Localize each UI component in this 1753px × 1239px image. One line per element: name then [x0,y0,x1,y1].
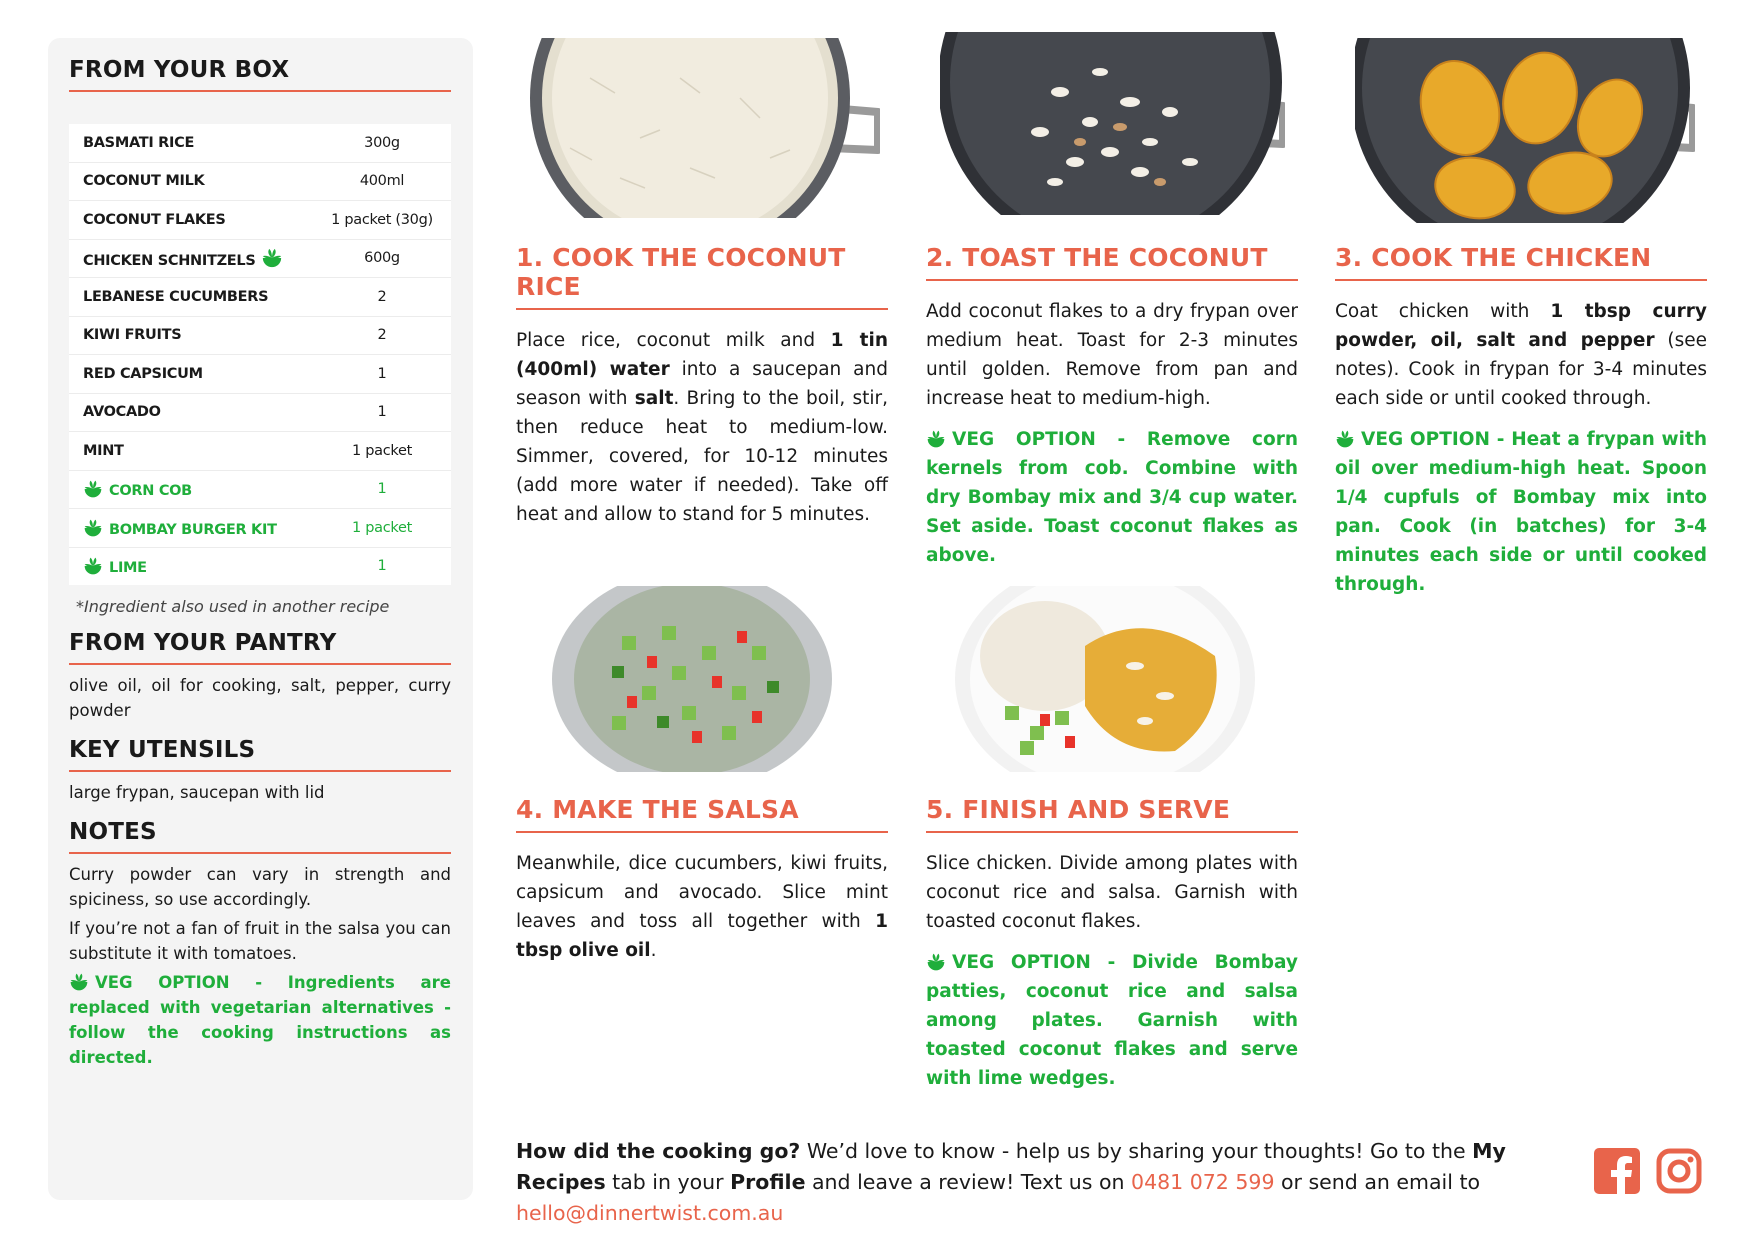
ingredient-qty: 1 [313,393,451,432]
ingredient-qty: 1 packet [313,432,451,471]
step-2 [926,243,1298,570]
footer-text-3: and leave a review! Text us on [805,1170,1132,1194]
ingredient-label: COCONUT MILK [83,173,205,190]
veg-leaf-icon [83,479,103,499]
ingredient-row [69,124,451,162]
footer-question: How did the cooking go? [516,1139,801,1163]
body-segment: 1 tin (400ml) water [516,330,888,380]
ingredients-sidebar [48,38,473,1200]
step-5-veg-text: VEG OPTION - Divide Bombay patties, coconut rice and salsa among plates. Garnish with toasted coconut flakes and serve with lime wedges. [926,952,1298,1089]
step-1-photo [530,38,880,218]
ingredient-label: LIME [109,560,147,577]
facebook-icon[interactable] [1594,1148,1640,1194]
ingredient-qty: 1 [377,558,387,575]
pantry-text: olive oil, oil for cooking, salt, pepper, curry powder [69,676,451,720]
ingredient-qty: 1 [313,355,451,394]
step-4-photo [552,586,832,772]
ingredient-label: COCONUT FLAKES [83,211,226,228]
veg-leaf-icon [69,972,89,992]
step-3-veg [1335,425,1707,599]
step-2-body [926,297,1298,413]
ingredient-label: RED CAPSICUM [83,365,203,382]
step-4-body [516,849,888,965]
step-1-body [516,326,888,529]
ingredient-name [69,393,313,432]
ingredient-label: CHICKEN SCHNITZELS [83,253,256,270]
footer-text-2: tab in your [605,1170,731,1194]
from-your-pantry-heading: FROM YOUR PANTRY [69,630,451,665]
ingredient-row [69,470,451,509]
ingredient-row [69,162,451,201]
step-5-veg [926,948,1298,1093]
ingredient-name [69,547,313,585]
veg-leaf-icon [1335,429,1355,449]
ingredients-table [69,124,451,585]
note-2: If you’re not a fan of fruit in the salsa you can substitute it with tomatoes. [69,919,451,963]
ingredient-row [69,201,451,240]
ingredient-row [69,316,451,355]
step-3-body [1335,297,1707,413]
ingredient-label: AVOCADO [83,404,161,421]
ingredient-name [69,509,313,548]
ingredient-row [69,239,451,278]
body-segment: into a saucepan and season with [516,359,888,409]
ingredient-name [69,124,313,162]
body-segment: salt [634,388,674,409]
ingredient-name [69,470,313,509]
ingredient-label: KIWI FRUITS [83,327,182,344]
step-2-photo [940,32,1285,215]
feedback-footer [516,1136,1566,1229]
body-segment: Slice chicken. Divide among plates with coconut rice and salsa. Garnish with toasted coconut flakes. [926,853,1298,932]
ingredient-qty: 1 packet (30g) [313,201,451,240]
ingredient-label: CORN COB [109,483,192,500]
note-veg-text: VEG OPTION - Ingredients are replaced with vegetarian alternatives - follow the cooking instructions as directed. [69,973,451,1067]
ingredient-qty: 400ml [313,162,451,201]
ingredient-name [69,239,313,278]
ingredient-qty: 1 [313,470,451,509]
step-1-title: 1. COOK THE COCONUT RICE [516,243,888,310]
step-5 [926,795,1298,1093]
ingredient-name [69,355,313,394]
ingredient-row [69,355,451,394]
footnote: *Ingredient also used in another recipe [76,597,390,616]
body-segment: Add coconut flakes to a dry frypan over medium heat. Toast for 2-3 minutes until golden. Remove from pan and increase heat to medium-high. [926,301,1298,409]
ingredient-name [69,278,313,317]
veg-leaf-icon [83,556,103,576]
ingredient-name [69,432,313,471]
ingredient-row [69,509,451,548]
step-3-veg-text: VEG OPTION - Heat a frypan with oil over medium-high heat. Spoon 1/4 cupfuls of Bombay mix into pan. Cook (in batches) for 3-4 minutes each side or until cooked through. [1335,429,1707,595]
ingredient-qty: 300g [313,124,451,162]
notes-heading: NOTES [69,819,451,854]
step-3 [1335,243,1707,599]
ingredient-row [69,547,451,585]
utensils-text: large frypan, saucepan with lid [69,783,325,802]
key-utensils-heading: KEY UTENSILS [69,737,451,772]
body-segment: Place rice, coconut milk and [516,330,831,351]
veg-leaf-icon [926,429,946,449]
body-segment: (see notes). Cook in frypan for 3-4 minutes each side or until cooked through. [1335,330,1707,409]
ingredient-row [69,432,451,471]
ingredient-qty: 600g [313,239,451,278]
ingredient-row [69,393,451,432]
from-your-box-heading: FROM YOUR BOX [69,57,451,92]
step-4-title: 4. MAKE THE SALSA [516,795,888,833]
footer-text-1: We’d love to know - help us by sharing your thoughts! Go to the [800,1139,1473,1163]
email-link[interactable]: hello@dinnertwist.com.au [516,1201,784,1225]
my-recipes-label: My Recipes [516,1139,1506,1194]
ingredient-name [69,316,313,355]
body-segment: Meanwhile, dice cucumbers, kiwi fruits, capsicum and avocado. Slice mint leaves and toss all together with [516,853,888,932]
footer-text-4: or send an email to [1274,1170,1481,1194]
step-2-veg [926,425,1298,570]
veg-leaf-icon [261,247,283,269]
note-veg [69,970,451,1070]
step-5-body [926,849,1298,936]
veg-leaf-icon [83,518,103,538]
step-5-title: 5. FINISH AND SERVE [926,795,1298,833]
body-segment: 1 tbsp olive oil [516,911,888,961]
step-3-photo [1355,38,1695,223]
profile-label: Profile [730,1170,806,1194]
ingredient-label: BASMATI RICE [83,134,195,151]
phone-link[interactable]: 0481 072 599 [1131,1170,1275,1194]
step-1 [516,243,888,529]
step-3-title: 3. COOK THE CHICKEN [1335,243,1707,281]
notes-text [69,862,451,1070]
body-segment: Coat chicken with [1335,301,1551,322]
ingredient-name [69,201,313,240]
ingredient-qty: 2 [313,316,451,355]
step-5-photo [955,586,1260,772]
instagram-icon[interactable] [1656,1148,1702,1194]
body-segment: 1 tbsp curry powder, oil, salt and pepper [1335,301,1707,351]
body-segment: . Bring to the boil, stir, then reduce heat to medium-low. Simmer, covered, for 10-12 minutes (add more water if needed). Take off heat and allow to stand for 5 minutes. [516,388,888,525]
ingredient-label: MINT [83,442,124,459]
ingredient-name [69,162,313,201]
ingredient-label: LEBANESE CUCUMBERS [83,288,269,305]
step-2-veg-text: VEG OPTION - Remove corn kernels from cob. Combine with dry Bombay mix and 3/4 cup water. Set aside. Toast coconut flakes as above. [926,429,1298,566]
step-4 [516,795,888,965]
step-2-title: 2. TOAST THE COCONUT [926,243,1298,281]
veg-leaf-icon [926,952,946,972]
body-segment: . [650,940,657,961]
note-1: Curry powder can vary in strength and spiciness, so use accordingly. [69,865,451,909]
ingredient-qty: 1 packet [313,509,451,548]
ingredient-row [69,278,451,317]
ingredient-label: BOMBAY BURGER KIT [109,521,277,538]
ingredient-qty: 2 [313,278,451,317]
